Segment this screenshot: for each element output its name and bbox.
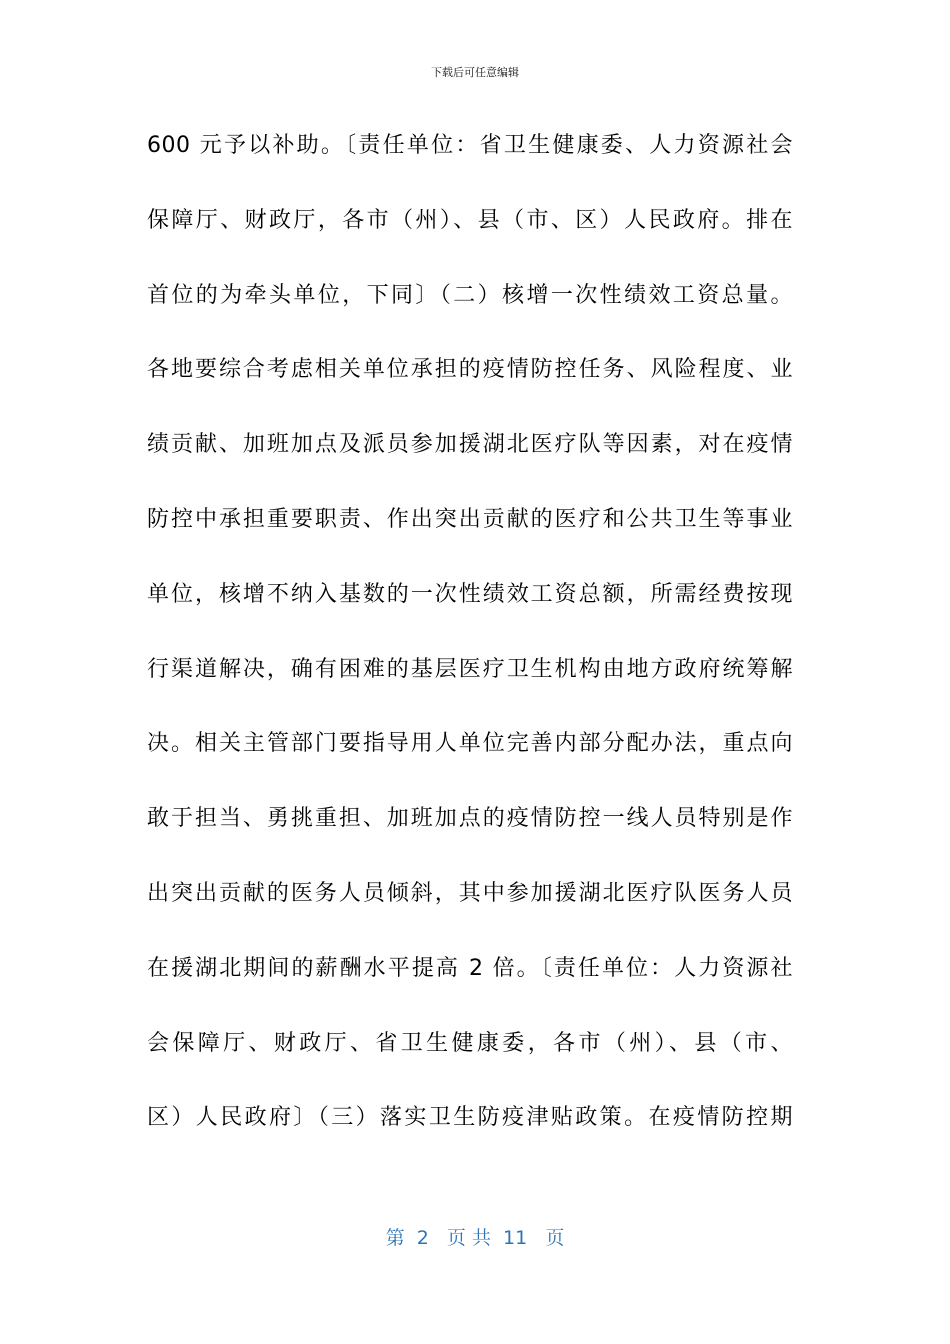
page-number: 第 2 页 共 11 页 bbox=[385, 1227, 565, 1249]
body-line: 首位的为牵头单位，下同〕（二）核增一次性绩效工资总量。 bbox=[147, 282, 793, 308]
body-line: 决。相关主管部门要指导用人单位完善内部分配办法，重点向 bbox=[147, 731, 793, 757]
body-line: 敢于担当、勇挑重担、加班加点的疫情防控一线人员特别是作 bbox=[147, 806, 793, 832]
body-line: 绩贡献、加班加点及派员参加援湖北医疗队等因素，对在疫情 bbox=[147, 432, 793, 458]
body-line: 会保障厅、财政厅、省卫生健康委，各市（州）、县（市、 bbox=[147, 1030, 793, 1056]
body-line: 防控中承担重要职责、作出突出贡献的医疗和公共卫生等事业 bbox=[147, 506, 793, 532]
body-line: 行渠道解决，确有困难的基层医疗卫生机构由地方政府统筹解 bbox=[147, 656, 793, 682]
body-line: 区）人民政府〕（三）落实卫生防疫津贴政策。在疫情防控期 bbox=[147, 1105, 793, 1131]
body-line: 保障厅、财政厅，各市（州）、县（市、区）人民政府。排在 bbox=[147, 207, 793, 233]
body-line: 各地要综合考虑相关单位承担的疫情防控任务、风险程度、业 bbox=[147, 357, 793, 383]
body-line: 600 元予以补助。〔责任单位：省卫生健康委、人力资源社会 bbox=[147, 133, 793, 158]
body-line: 单位，核增不纳入基数的一次性绩效工资总额，所需经费按现 bbox=[147, 581, 793, 607]
body-line: 在援湖北期间的薪酬水平提高 2 倍。〔责任单位：人力资源社 bbox=[147, 955, 793, 981]
page-header-note: 下载后可任意编辑 bbox=[431, 66, 519, 79]
document-body bbox=[147, 116, 793, 1163]
body-line: 出突出贡献的医务人员倾斜，其中参加援湖北医疗队医务人员 bbox=[147, 880, 793, 906]
